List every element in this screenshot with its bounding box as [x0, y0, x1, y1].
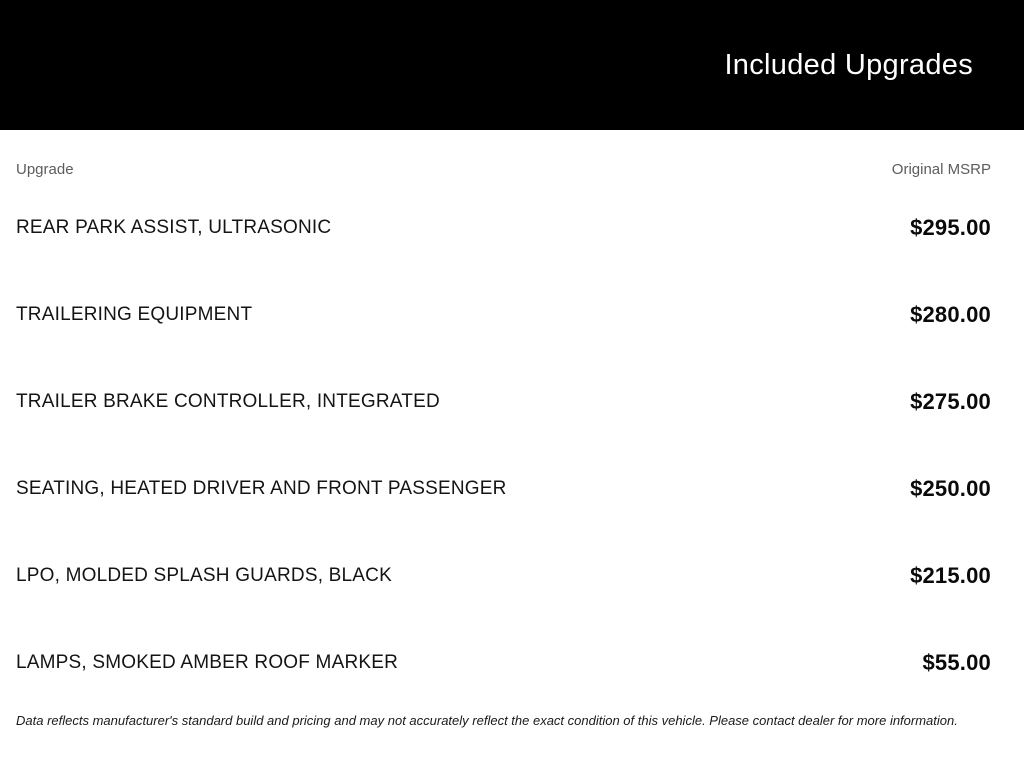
page-title: Included Upgrades — [724, 48, 973, 81]
upgrade-name: REAR PARK ASSIST, ULTRASONIC — [16, 216, 332, 238]
column-header-msrp: Original MSRP — [891, 161, 991, 178]
upgrade-name: LAMPS, SMOKED AMBER ROOF MARKER — [16, 651, 399, 673]
upgrade-msrp: $295.00 — [910, 214, 991, 240]
table-row — [16, 532, 991, 619]
table-row — [16, 445, 991, 532]
upgrade-name: TRAILER BRAKE CONTROLLER, INTEGRATED — [16, 390, 440, 412]
upgrade-msrp: $215.00 — [910, 562, 991, 588]
table-row — [16, 184, 991, 271]
upgrade-msrp: $250.00 — [910, 475, 991, 501]
table-row — [16, 358, 991, 445]
upgrade-msrp: $55.00 — [922, 649, 991, 675]
upgrade-name: SEATING, HEATED DRIVER AND FRONT PASSENGER — [16, 477, 507, 499]
table-row — [16, 619, 991, 706]
upgrade-msrp: $275.00 — [910, 388, 991, 414]
upgrade-name: TRAILERING EQUIPMENT — [16, 303, 253, 325]
disclaimer-text: Data reflects manufacturer's standard build and pricing and may not accurately reflect the exact condition of this vehicle. Please contact dealer for more information. — [16, 713, 958, 728]
table-row — [16, 271, 991, 358]
upgrades-table — [0, 130, 1024, 729]
header-banner — [0, 0, 1024, 130]
table-rows — [16, 184, 991, 706]
upgrade-name: LPO, MOLDED SPLASH GUARDS, BLACK — [16, 564, 392, 586]
column-header-upgrade: Upgrade — [16, 161, 74, 178]
upgrade-msrp: $280.00 — [910, 301, 991, 327]
table-column-headers — [16, 130, 991, 179]
